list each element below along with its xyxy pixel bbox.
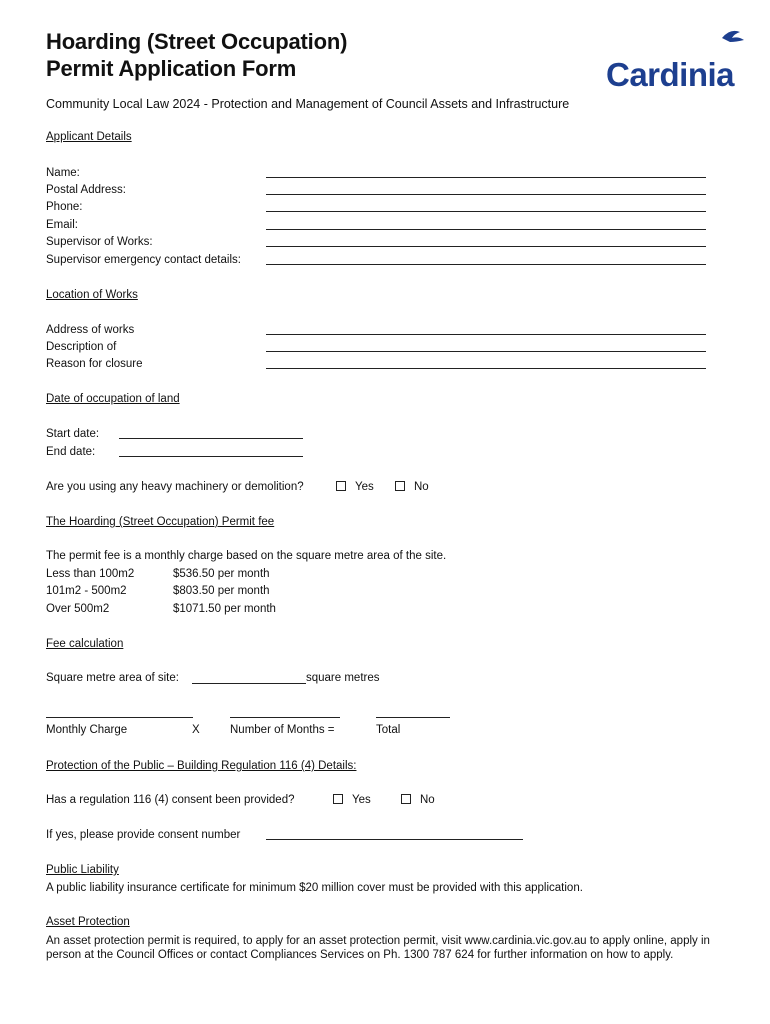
end-date-field[interactable]	[119, 456, 303, 457]
area-label: Square metre area of site:	[46, 672, 179, 684]
machinery-yes-label: Yes	[355, 481, 374, 493]
consent-question: Has a regulation 116 (4) consent been provided?	[46, 794, 295, 806]
area-field[interactable]	[192, 683, 306, 684]
emergency-contact-field[interactable]	[266, 264, 706, 265]
consent-number-field[interactable]	[266, 839, 523, 840]
email-label: Email:	[46, 219, 78, 231]
reason-field[interactable]	[266, 368, 706, 369]
multiply-sign: X	[192, 724, 200, 736]
fee-range-3: Over 500m2	[46, 603, 110, 615]
fee-price-2: $803.50 per month	[173, 585, 270, 597]
emergency-contact-label: Supervisor emergency contact details:	[46, 254, 241, 266]
consent-yes-option[interactable]	[333, 794, 371, 806]
machinery-no-option[interactable]	[395, 481, 429, 493]
fee-heading: The Hoarding (Street Occupation) Permit fee	[46, 516, 275, 528]
start-date-field[interactable]	[119, 438, 303, 439]
address-of-works-field[interactable]	[266, 334, 706, 335]
title-line-2: Permit Application Form	[46, 56, 297, 81]
supervisor-field[interactable]	[266, 246, 706, 247]
consent-yes-checkbox[interactable]	[333, 794, 343, 804]
fee-range-1: Less than 100m2	[46, 568, 135, 580]
consent-number-label: If yes, please provide consent number	[46, 829, 241, 841]
area-unit: square metres	[306, 672, 380, 684]
postal-address-field[interactable]	[266, 194, 706, 195]
machinery-no-label: No	[414, 481, 429, 493]
reason-label: Reason for closure	[46, 358, 143, 370]
phone-label: Phone:	[46, 201, 83, 213]
applicant-heading: Applicant Details	[46, 131, 132, 143]
address-of-works-label: Address of works	[46, 324, 135, 336]
machinery-no-checkbox[interactable]	[395, 481, 405, 491]
consent-no-label: No	[420, 794, 435, 806]
consent-yes-label: Yes	[352, 794, 371, 806]
logo-text: Cardinia	[606, 56, 735, 93]
machinery-yes-checkbox[interactable]	[336, 481, 346, 491]
end-date-label: End date:	[46, 446, 96, 458]
monthly-charge-field[interactable]	[46, 717, 193, 718]
liability-heading: Public Liability	[46, 864, 119, 876]
protection-heading: Protection of the Public – Building Regulation 116 (4) Details:	[46, 760, 357, 772]
subtitle: Community Local Law 2024 - Protection and Management of Council Assets and Infrastructure	[46, 97, 570, 111]
postal-address-label: Postal Address:	[46, 184, 126, 196]
machinery-question: Are you using any heavy machinery or demolition?	[46, 481, 304, 493]
start-date-label: Start date:	[46, 428, 100, 440]
fee-price-3: $1071.50 per month	[173, 603, 276, 615]
monthly-charge-label: Monthly Charge	[46, 724, 128, 736]
description-label: Description of	[46, 341, 117, 353]
fee-range-2: 101m2 - 500m2	[46, 585, 127, 597]
page-title	[46, 28, 347, 82]
months-label: Number of Months =	[230, 724, 335, 736]
machinery-yes-option[interactable]	[336, 481, 374, 493]
location-heading: Location of Works	[46, 289, 138, 301]
name-label: Name:	[46, 167, 80, 179]
liability-text: A public liability insurance certificate for minimum $20 million cover must be provided with this application.	[46, 882, 583, 894]
title-line-1: Hoarding (Street Occupation)	[46, 29, 348, 54]
phone-field[interactable]	[266, 211, 706, 212]
asset-heading: Asset Protection	[46, 916, 130, 928]
months-field[interactable]	[230, 717, 340, 718]
fee-intro: The permit fee is a monthly charge based on the square metre area of the site.	[46, 550, 447, 562]
calc-heading: Fee calculation	[46, 638, 124, 650]
description-field[interactable]	[266, 351, 706, 352]
total-field[interactable]	[376, 717, 450, 718]
consent-no-checkbox[interactable]	[401, 794, 411, 804]
email-field[interactable]	[266, 229, 706, 230]
dates-heading: Date of occupation of land	[46, 393, 180, 405]
supervisor-label: Supervisor of Works:	[46, 236, 153, 248]
consent-no-option[interactable]	[401, 794, 435, 806]
asset-text: An asset protection permit is required, to apply for an asset protection permit, visit www.cardinia.vic.gov.au to apply online, apply in person at the Council Offices or contact Compliances Services on Ph. 1300 787 624 for further information on how to apply.	[46, 935, 710, 961]
total-label: Total	[376, 724, 401, 736]
fee-price-1: $536.50 per month	[173, 568, 270, 580]
name-field[interactable]	[266, 177, 706, 178]
